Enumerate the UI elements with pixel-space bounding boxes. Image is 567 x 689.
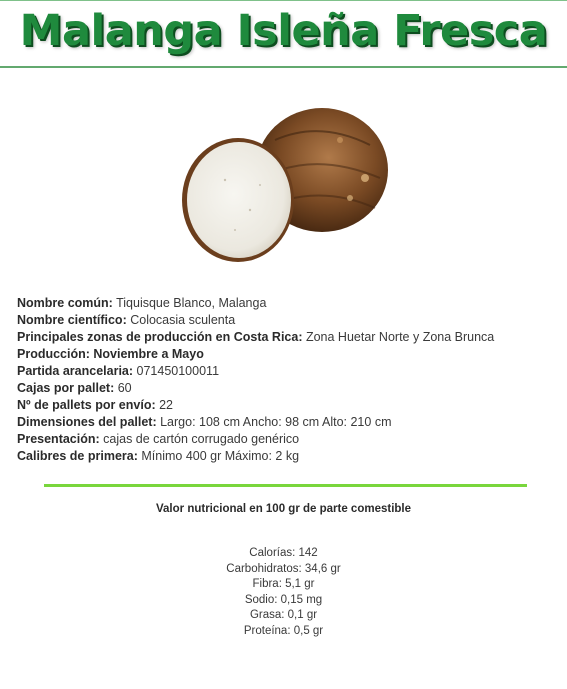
nutrition-item: Calorías: 142: [249, 547, 318, 559]
section-divider: [44, 484, 527, 487]
top-border: [0, 0, 567, 1]
info-common-name: Nombre común: Tiquisque Blanco, Malanga: [17, 296, 267, 310]
page-title: Malanga Isleña Fresca: [19, 6, 548, 56]
info-presentation: Presentación: cajas de cartón corrugado genérico: [17, 432, 300, 446]
product-info: [17, 295, 557, 465]
info-production-season: Producción: Noviembre a Mayo: [17, 347, 204, 361]
info-pallets-per-shipment: Nº de pallets por envío: 22: [17, 398, 174, 412]
nutrition-heading: Valor nutricional en 100 gr de parte comestible: [156, 503, 411, 515]
nutrition-item: Carbohidratos: 34,6 gr: [226, 562, 341, 575]
info-first-grade-sizes: Calibres de primera: Mínimo 400 gr Máximo: 2 kg: [17, 449, 300, 463]
info-pallet-dimensions: Dimensiones del pallet: Largo: 108 cm Ancho: 98 cm Alto: 210 cm: [17, 415, 392, 429]
nutrition-item: Grasa: 0,1 gr: [249, 609, 318, 622]
nutrition-list: [0, 546, 567, 640]
info-tariff-code: Partida arancelaria: 071450100011: [17, 364, 220, 378]
title-underline: [0, 66, 567, 68]
nutrition-item: Proteína: 0,5 gr: [243, 624, 324, 637]
info-boxes-per-pallet: Cajas por pallet: 60: [17, 381, 132, 395]
info-production-zones: Principales zonas de producción en Costa Rica: Zona Huetar Norte y Zona Brunca: [17, 330, 495, 344]
malanga-image: [180, 100, 390, 265]
nutrition-item: Sodio: 0,15 mg: [244, 593, 323, 606]
info-scientific-name: Nombre científico: Colocasia sculenta: [17, 313, 236, 327]
nutrition-item: Fibra: 5,1 gr: [252, 578, 315, 591]
